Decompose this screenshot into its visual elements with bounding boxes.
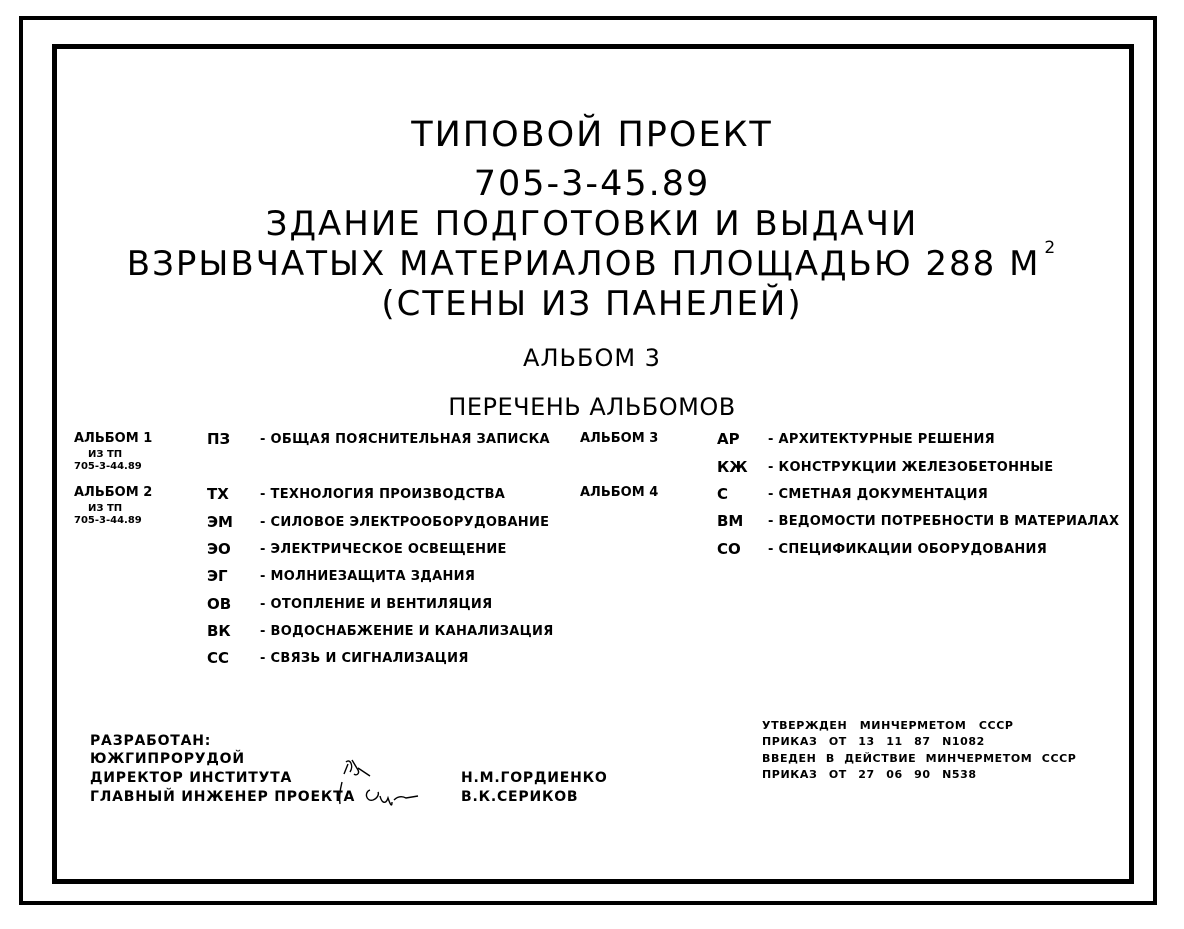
approval-line-2: ПРИКАЗ ОТ 13 11 87 N1082 [762,735,985,748]
title-line-5: (СТЕНЫ ИЗ ПАНЕЛЕЙ) [381,284,803,324]
left-album-2-sub1: ИЗ ТП [88,503,123,514]
title-line-1: ТИПОВОЙ ПРОЕКТ [411,115,773,155]
list-item-text: - КОНСТРУКЦИИ ЖЕЛЕЗОБЕТОННЫЕ [768,460,1054,475]
director-role: ДИРЕКТОР ИНСТИТУТА [90,770,293,786]
approval-line-3: ВВЕДЕН В ДЕЙСТВИЕ МИНЧЕРМЕТОМ СССР [762,752,1077,765]
title-superscript: 2 [1044,238,1058,258]
list-item-code: С [717,485,729,503]
title-line-4-text: ВЗРЫВЧАТЫХ МАТЕРИАЛОВ ПЛОЩАДЬЮ 288 М [126,244,1041,284]
list-item-text: - ОБЩАЯ ПОЯСНИТЕЛЬНАЯ ЗАПИСКА [260,432,550,447]
signature-director [336,752,456,810]
list-item-text: - СМЕТНАЯ ДОКУМЕНТАЦИЯ [768,487,989,502]
list-item-code: ОВ [207,595,232,613]
list-title: ПЕРЕЧЕНЬ АЛЬБОМОВ [448,393,736,421]
list-item-code: СС [207,649,230,667]
right-album-3-name: АЛЬБОМ 3 [580,431,659,446]
list-item-text: - МОЛНИЕЗАЩИТА ЗДАНИЯ [260,569,476,584]
list-item-text: - СВЯЗЬ И СИГНАЛИЗАЦИЯ [260,651,469,666]
developer-org: ЮЖГИПРОРУДОЙ [90,751,245,767]
left-album-2-sub2: 705-3-44.89 [74,515,142,526]
developer-label: РАЗРАБОТАН: [90,733,212,749]
chief-engineer-role: ГЛАВНЫЙ ИНЖЕНЕР ПРОЕКТА [90,789,356,805]
list-item-code: ТХ [207,485,229,503]
list-item-code: СО [717,540,741,558]
chief-engineer-name: В.К.СЕРИКОВ [461,789,579,805]
left-album-1-sub2: 705-3-44.89 [74,461,142,472]
list-item-code: АР [717,430,740,448]
title-line-3: ЗДАНИЕ ПОДГОТОВКИ И ВЫДАЧИ [265,204,919,244]
approval-line-1: УТВЕРЖДЕН МИНЧЕРМЕТОМ СССР [762,719,1014,732]
list-item-text: - ТЕХНОЛОГИЯ ПРОИЗВОДСТВА [260,487,506,502]
list-item-text: - ВЕДОМОСТИ ПОТРЕБНОСТИ В МАТЕРИАЛАХ [768,514,1120,529]
left-album-1-sub1: ИЗ ТП [88,449,123,460]
left-album-1-name: АЛЬБОМ 1 [74,431,153,446]
album-title: АЛЬБОМ 3 [523,344,661,372]
list-item-code: ЭМ [207,513,233,531]
list-item-code: ВК [207,622,231,640]
list-item-code: ПЗ [207,430,231,448]
title-project-number: 705-3-45.89 [473,164,711,204]
list-item-text: - СИЛОВОЕ ЭЛЕКТРООБОРУДОВАНИЕ [260,515,550,530]
right-album-4-name: АЛЬБОМ 4 [580,485,659,500]
list-item-text: - СПЕЦИФИКАЦИИ ОБОРУДОВАНИЯ [768,542,1047,557]
title-line-4 [0,238,1184,284]
list-item-text: - АРХИТЕКТУРНЫЕ РЕШЕНИЯ [768,432,995,447]
approval-line-4: ПРИКАЗ ОТ 27 06 90 N538 [762,768,977,781]
list-item-text: - ЭЛЕКТРИЧЕСКОЕ ОСВЕЩЕНИЕ [260,542,507,557]
list-item-code: КЖ [717,458,748,476]
list-item-code: ЭГ [207,567,228,585]
list-item-code: ВМ [717,512,744,530]
left-album-2-name: АЛЬБОМ 2 [74,485,153,500]
director-name: Н.М.ГОРДИЕНКО [461,770,608,786]
list-item-text: - ВОДОСНАБЖЕНИЕ И КАНАЛИЗАЦИЯ [260,624,554,639]
list-item-text: - ОТОПЛЕНИЕ И ВЕНТИЛЯЦИЯ [260,597,493,612]
list-item-code: ЭО [207,540,231,558]
